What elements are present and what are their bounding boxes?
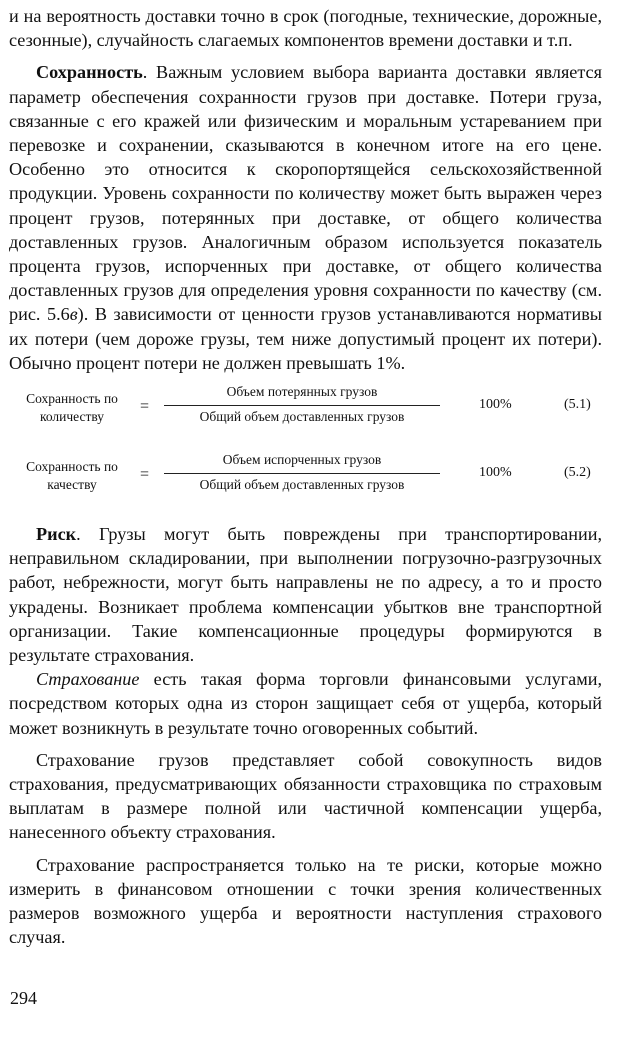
paragraph-safety-end: ). В зависимости от ценности грузов устанавливаются нормативы их потери (чем дороже грузы, тем ниже допустимый процент их потери). Обычно процент потери не должен превышать 1%. (9, 304, 603, 373)
page-number: 294 (10, 988, 37, 1008)
paragraph-insurance-definition (9, 667, 602, 740)
paragraph-risk-text: . Грузы могут быть повреждены при транспортировании, неправильном складировании, при выполнении погрузочно-разгрузочных работ, небрежности, могут быть направлены не по адресу, а то и просто украдены. Возникает проблема компенсации убытков вне транспортной организации. Такие компенсационные процедуры формируются в результате страхования. (9, 524, 602, 666)
formula-denominator: Общий объем доставленных грузов (199, 477, 405, 493)
paragraph-delivery-end: и на вероятность доставки точно в срок (погодные, технические, дорожные, сезонные), случайность слагаемых компонентов времени доставки и т.п. (9, 6, 602, 51)
equals-sign: = (140, 466, 150, 484)
paragraph-insurance-scope: Страхование распространяется только на те риски, которые можно измерить в финансовом отношении с точки зрения количественных размеров возможного ущерба и вероятности наступления страхового случая. (9, 854, 602, 948)
figure-ref-letter: в (69, 304, 78, 325)
formula-numerator: Объем испорченных грузов (222, 452, 382, 468)
term-insurance: Страхование (36, 669, 140, 690)
page-body (9, 4, 602, 950)
paragraph-safety-text: . Важным условием выбора варианта доставки является параметр обеспечения сохранности грузов при доставке. Потери груза, связанные с его кражей или физическим и моральным устареванием при перевозке и сохранении, сказываются в конечном итоге на его цене. Особенно это относится к скоропортящейся сельскохозяйственной продукции. Уровень сохранности по количеству может быть выражен через процент грузов, потерянных при доставке, от общего количества доставленных грузов. Аналогичным образом используется показатель процента грузов, испорченных при доставке, от общего количества доставленных грузов для определения уровня сохранности по качеству (см. рис. 5.6 (9, 62, 602, 325)
term-safety: Сохранность (36, 62, 143, 83)
term-risk: Риск (36, 524, 77, 545)
formula-denominator: Общий объем доставленных грузов (199, 409, 405, 425)
formula-number: (5.1) (564, 397, 591, 413)
paragraph-safety (9, 60, 602, 375)
formula-5-1 (9, 384, 602, 446)
formula-label: Сохранность по качеству (26, 459, 118, 493)
formula-label: Сохранность по количеству (26, 391, 118, 425)
paragraph-risk (9, 522, 602, 667)
fraction-bar (164, 405, 440, 406)
equals-sign: = (140, 398, 150, 416)
formula-percent: 100% (479, 397, 512, 413)
paragraph-insurance-definition-text: есть такая форма торговли финансовыми услугами, посредством которых одна из сторон защищает себя от ущерба, который может возникнуть в результате точно оговоренных событий. (9, 669, 602, 738)
formula-5-2 (9, 452, 602, 514)
paragraph-cargo-insurance: Страхование грузов представляет собой совокупность видов страхования, предусматривающих обязанности страховщика по страховым выплатам в размере полной или частичной компенсации ущерба, нанесенного объекту страхования. (9, 749, 602, 843)
formula-number: (5.2) (564, 465, 591, 481)
fraction-bar (164, 473, 440, 474)
formula-percent: 100% (479, 465, 512, 481)
formula-numerator: Объем потерянных грузов (226, 384, 378, 400)
